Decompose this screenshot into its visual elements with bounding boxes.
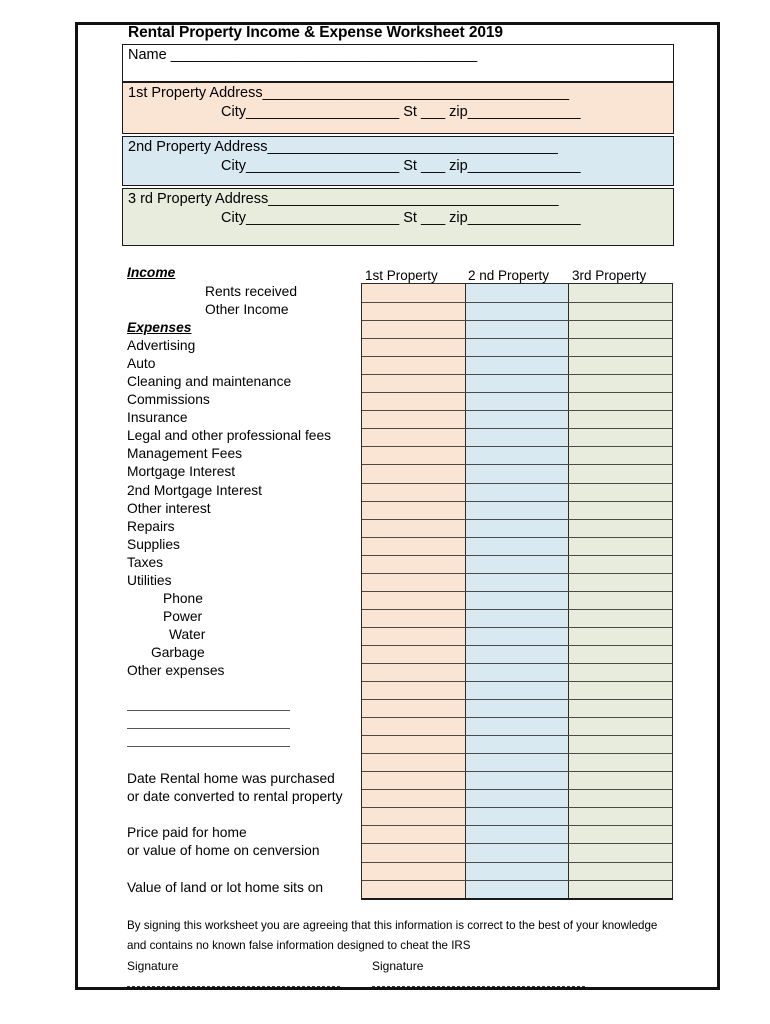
entry-cell-property-3[interactable]: [568, 592, 672, 609]
footer-agreement: [127, 916, 687, 996]
property-1-address-label: 1st Property Address______________________________________: [128, 85, 570, 101]
row-label: Value of land or lot home sits on: [127, 879, 324, 895]
column-header-property-1: 1st Property: [365, 268, 438, 283]
entry-grid-row: [362, 338, 672, 356]
entry-cell-property-1[interactable]: [362, 502, 465, 519]
entry-cell-property-3[interactable]: [568, 808, 672, 825]
entry-grid-row: [362, 753, 672, 771]
entry-cell-property-3[interactable]: [568, 447, 672, 464]
row-label: Price paid for home: [127, 825, 247, 841]
entry-grid-row: [362, 627, 672, 645]
income-section-header: Income: [127, 265, 176, 280]
entry-grid-row: [362, 428, 672, 446]
entry-cell-property-2[interactable]: [465, 574, 569, 591]
row-label: Repairs: [127, 518, 175, 534]
entry-grid-row: [362, 410, 672, 428]
entry-cell-property-2[interactable]: [465, 826, 569, 843]
entry-grid-row: [362, 464, 672, 482]
signature-label-b: Signature: [372, 959, 424, 973]
entry-cell-property-3[interactable]: [568, 646, 672, 663]
row-label: Auto: [127, 356, 156, 372]
entry-cell-property-1[interactable]: [362, 357, 465, 374]
entry-cell-property-3[interactable]: [568, 881, 672, 898]
entry-cell-property-1[interactable]: [362, 538, 465, 555]
column-header-property-2: 2 nd Property: [468, 268, 550, 283]
entry-grid-row: [362, 789, 672, 807]
row-label: Management Fees: [127, 446, 243, 462]
row-label: Commissions: [127, 392, 210, 408]
entry-grid-row: [362, 483, 672, 501]
property-3-box[interactable]: [122, 188, 674, 246]
entry-cell-property-1[interactable]: [362, 429, 465, 446]
spacer-row: [127, 752, 359, 770]
entry-cell-property-3[interactable]: [568, 718, 672, 735]
entry-grid-row: [362, 717, 672, 735]
entry-cell-property-2[interactable]: [465, 303, 569, 320]
entry-cell-property-3[interactable]: [568, 502, 672, 519]
entry-cell-property-1[interactable]: [362, 808, 465, 825]
entry-cell-property-3[interactable]: [568, 664, 672, 681]
entry-cell-property-1[interactable]: [362, 844, 465, 861]
entry-cell-property-3[interactable]: [568, 393, 672, 410]
entry-grid-row: [362, 862, 672, 880]
property-2-city-label: City___________________ St ___ zip______________: [221, 158, 581, 174]
entry-cell-property-2[interactable]: [465, 556, 569, 573]
entry-cell-property-2[interactable]: [465, 393, 569, 410]
entry-grid-row: [362, 537, 672, 555]
entry-cell-property-2[interactable]: [465, 465, 569, 482]
entry-cell-property-2[interactable]: [465, 321, 569, 338]
row-label: Cleaning and maintenance: [127, 374, 292, 390]
entry-cell-property-1[interactable]: [362, 718, 465, 735]
entry-cell-property-2[interactable]: [465, 772, 569, 789]
entry-cell-property-1[interactable]: [362, 700, 465, 717]
entry-cell-property-2[interactable]: [465, 429, 569, 446]
entry-cell-property-3[interactable]: [568, 538, 672, 555]
signature-labels-row: [127, 957, 687, 976]
entry-cell-property-3[interactable]: [568, 863, 672, 880]
property-3-city-label: City___________________ St ___ zip______________: [221, 210, 581, 226]
entry-cell-property-3[interactable]: [568, 736, 672, 753]
entry-cell-property-2[interactable]: [465, 754, 569, 771]
entry-cell-property-1[interactable]: [362, 321, 465, 338]
row-label: Water: [169, 626, 206, 642]
entry-grid-row: [362, 880, 672, 898]
entry-cell-property-1[interactable]: [362, 393, 465, 410]
entry-cell-property-1[interactable]: [362, 682, 465, 699]
spacer-row: [127, 861, 359, 879]
name-field-label: Name ______________________________________: [128, 47, 478, 63]
entry-cell-property-2[interactable]: [465, 375, 569, 392]
entry-grid-row: [362, 645, 672, 663]
entry-cell-property-2[interactable]: [465, 284, 569, 302]
entry-cell-property-1[interactable]: [362, 484, 465, 501]
row-label: Date Rental home was purchased: [127, 771, 335, 787]
entry-grid-row: [362, 771, 672, 789]
entry-cell-property-3[interactable]: [568, 284, 672, 302]
entry-grid-row: [362, 374, 672, 392]
entry-cell-property-1[interactable]: [362, 303, 465, 320]
entry-grid-row: [362, 501, 672, 519]
row-label: Taxes: [127, 554, 164, 570]
entry-cell-property-1[interactable]: [362, 375, 465, 392]
entry-cell-property-3[interactable]: [568, 610, 672, 627]
entry-cell-property-2[interactable]: [465, 863, 569, 880]
entry-cell-property-1[interactable]: [362, 592, 465, 609]
entry-cell-property-3[interactable]: [568, 628, 672, 645]
entry-cell-property-2[interactable]: [465, 790, 569, 807]
entry-cell-property-3[interactable]: [568, 339, 672, 356]
entry-grid-row: [362, 284, 672, 302]
signature-lines-row: [127, 980, 687, 996]
entry-cell-property-3[interactable]: [568, 520, 672, 537]
entry-cell-property-3[interactable]: [568, 754, 672, 771]
agreement-line-1: By signing this worksheet you are agreeing that this information is correct to the best of your knowledge: [127, 919, 658, 932]
entry-cell-property-2[interactable]: [465, 610, 569, 627]
entry-cell-property-1[interactable]: [362, 411, 465, 428]
entry-cell-property-2[interactable]: [465, 520, 569, 537]
entry-grid-row: [362, 302, 672, 320]
entry-cell-property-1[interactable]: [362, 736, 465, 753]
entry-cell-property-3[interactable]: [568, 429, 672, 446]
entry-cell-property-3[interactable]: [568, 772, 672, 789]
name-field-box[interactable]: [122, 44, 674, 82]
entry-grid-row: [362, 735, 672, 753]
entry-cell-property-1[interactable]: [362, 465, 465, 482]
property-2-box[interactable]: [122, 136, 674, 186]
row-label: Other Income: [205, 302, 289, 318]
row-label: Legal and other professional fees: [127, 428, 332, 444]
entry-cell-property-2[interactable]: [465, 700, 569, 717]
entry-cell-property-1[interactable]: [362, 610, 465, 627]
property-3-address-label: 3 rd Property Address____________________________________: [128, 191, 559, 207]
entry-grid-row: [362, 591, 672, 609]
entry-grid-row: [362, 663, 672, 681]
entry-cell-property-2[interactable]: [465, 808, 569, 825]
entry-cell-property-2[interactable]: [465, 357, 569, 374]
entry-cell-property-2[interactable]: [465, 682, 569, 699]
column-header-property-3: 3rd Property: [572, 268, 647, 283]
entry-grid-row: [362, 825, 672, 843]
spacer-row: [127, 680, 359, 698]
entry-cell-property-3[interactable]: [568, 700, 672, 717]
entry-cell-property-2[interactable]: [465, 718, 569, 735]
entry-cell-property-3[interactable]: [568, 465, 672, 482]
row-label: Insurance: [127, 410, 188, 426]
property-1-city-label: City___________________ St ___ zip______________: [221, 104, 581, 120]
entry-cell-property-3[interactable]: [568, 844, 672, 861]
entry-grid-row: [362, 392, 672, 410]
entry-cell-property-2[interactable]: [465, 538, 569, 555]
row-label: Mortgage Interest: [127, 464, 236, 480]
entry-cell-property-3[interactable]: [568, 303, 672, 320]
entry-cell-property-1[interactable]: [362, 574, 465, 591]
row-label: Supplies: [127, 536, 180, 552]
row-label: Power: [163, 608, 203, 624]
row-label: or value of home on cenversion: [127, 843, 320, 859]
row-label: Other expenses: [127, 662, 225, 678]
blank-write-in-line[interactable]: [127, 698, 359, 716]
entry-cell-property-1[interactable]: [362, 646, 465, 663]
signature-label-a: Signature: [127, 959, 179, 973]
entry-cell-property-1[interactable]: [362, 772, 465, 789]
entry-cell-property-3[interactable]: [568, 321, 672, 338]
row-label: Utilities: [127, 572, 172, 588]
entry-cell-property-3[interactable]: [568, 556, 672, 573]
entry-grid-row: [362, 320, 672, 338]
entry-cell-property-3[interactable]: [568, 682, 672, 699]
entry-grid: [361, 283, 673, 900]
row-label: Expenses: [127, 320, 192, 336]
property-2-address-label: 2nd Property Address____________________________________: [128, 139, 558, 155]
entry-cell-property-3[interactable]: [568, 411, 672, 428]
entry-cell-property-1[interactable]: [362, 339, 465, 356]
entry-cell-property-3[interactable]: [568, 790, 672, 807]
row-label: Rents received: [205, 284, 298, 299]
entry-cell-property-3[interactable]: [568, 574, 672, 591]
entry-cell-property-2[interactable]: [465, 484, 569, 501]
entry-cell-property-2[interactable]: [465, 628, 569, 645]
entry-grid-row: [362, 573, 672, 591]
entry-grid-row: [362, 843, 672, 861]
entry-grid-row: [362, 555, 672, 573]
entry-cell-property-2[interactable]: [465, 881, 569, 898]
entry-cell-property-3[interactable]: [568, 826, 672, 843]
entry-grid-row: [362, 807, 672, 825]
entry-cell-property-3[interactable]: [568, 484, 672, 501]
entry-cell-property-2[interactable]: [465, 502, 569, 519]
page-title: Rental Property Income & Expense Worksheet 2019: [128, 24, 503, 41]
entry-cell-property-1[interactable]: [362, 284, 465, 302]
entry-cell-property-3[interactable]: [568, 357, 672, 374]
entry-cell-property-2[interactable]: [465, 447, 569, 464]
row-label: Garbage: [151, 644, 205, 660]
entry-cell-property-1[interactable]: [362, 628, 465, 645]
entry-cell-property-2[interactable]: [465, 411, 569, 428]
signature-line-b[interactable]: [372, 986, 585, 987]
row-label-column: [127, 283, 359, 897]
entry-cell-property-2[interactable]: [465, 844, 569, 861]
row-label: 2nd Mortgage Interest: [127, 482, 262, 498]
row-label: Phone: [163, 590, 203, 606]
entry-cell-property-1[interactable]: [362, 826, 465, 843]
entry-grid-row: [362, 609, 672, 627]
entry-cell-property-2[interactable]: [465, 339, 569, 356]
row-label: Advertising: [127, 338, 196, 354]
blank-write-in-line[interactable]: [127, 734, 359, 752]
signature-line-a[interactable]: [127, 986, 340, 987]
entry-cell-property-2[interactable]: [465, 664, 569, 681]
entry-grid-row: [362, 356, 672, 374]
property-1-box[interactable]: [122, 82, 674, 134]
spacer-row: [127, 806, 359, 824]
entry-cell-property-3[interactable]: [568, 375, 672, 392]
entry-cell-property-1[interactable]: [362, 447, 465, 464]
entry-grid-row: [362, 446, 672, 464]
entry-grid-row: [362, 519, 672, 537]
entry-cell-property-2[interactable]: [465, 592, 569, 609]
entry-cell-property-2[interactable]: [465, 736, 569, 753]
agreement-line-2: and contains no known false information designed to cheat the IRS: [127, 938, 471, 952]
row-label: or date converted to rental property: [127, 789, 343, 805]
blank-write-in-line[interactable]: [127, 716, 359, 734]
row-label: Other interest: [127, 500, 211, 516]
entry-cell-property-1[interactable]: [362, 664, 465, 681]
entry-cell-property-1[interactable]: [362, 556, 465, 573]
entry-cell-property-1[interactable]: [362, 790, 465, 807]
entry-cell-property-1[interactable]: [362, 754, 465, 771]
entry-cell-property-1[interactable]: [362, 863, 465, 880]
entry-cell-property-1[interactable]: [362, 881, 465, 898]
entry-grid-row: [362, 681, 672, 699]
entry-cell-property-1[interactable]: [362, 520, 465, 537]
entry-grid-row: [362, 699, 672, 717]
entry-cell-property-2[interactable]: [465, 646, 569, 663]
